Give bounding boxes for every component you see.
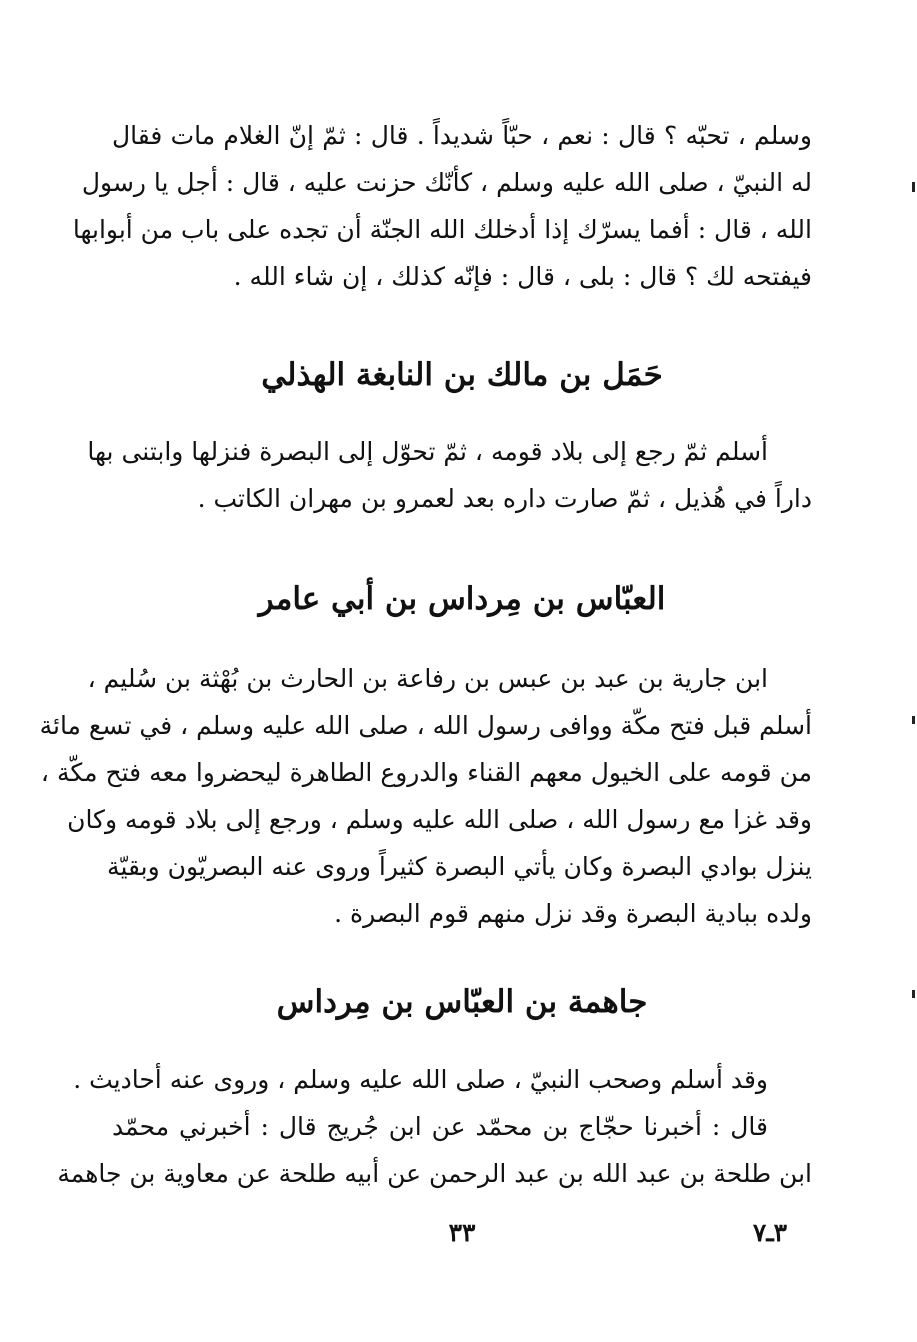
text-line: وسلم ، تحبّه ؟ قال : نعم ، حبّاً شديداً . قال : ثمّ إنّ الغلام مات فقال bbox=[112, 121, 812, 150]
paragraph-abbas bbox=[39, 655, 812, 937]
text-line: داراً في هُذيل ، ثمّ صارت داره بعد لعمرو بن مهران الكاتب . bbox=[197, 484, 812, 513]
text-line: قال : أخبرنا حجّاج بن محمّد عن ابن جُريج قال : أخبرني محمّد bbox=[112, 1112, 768, 1141]
text-line: وقد غزا مع رسول الله ، صلى الله عليه وسلم ، ورجع إلى بلاد قومه وكان bbox=[67, 805, 812, 834]
scan-edge-mark bbox=[912, 990, 915, 998]
text-line: له النبيّ ، صلى الله عليه وسلم ، كأنّك حزنت عليه ، قال : أجل يا رسول bbox=[81, 168, 812, 197]
section-heading-jahima: جاهمة بن العبّاس بن مِرداس bbox=[276, 984, 648, 1020]
text-line: من قومه على الخيول معهم القناء والدروع الطاهرة ليحضروا معه فتح مكّة ، bbox=[40, 758, 812, 787]
text-line: وقد أسلم وصحب النبيّ ، صلى الله عليه وسلم ، وروى عنه أحاديث . bbox=[73, 1065, 768, 1094]
text-line: أسلم قبل فتح مكّة ووافى رسول الله ، صلى الله عليه وسلم ، في تسع مائة bbox=[39, 711, 812, 740]
signature-mark: ٣ـ٧ bbox=[752, 1218, 788, 1247]
scan-edge-mark bbox=[912, 716, 915, 724]
section-heading-abbas: العبّاس بن مِرداس بن أبي عامر bbox=[258, 581, 666, 617]
text-line: الله ، قال : أفما يسرّك إذا أدخلك الله الجنّة أن تجده على باب من أبوابها bbox=[72, 215, 812, 244]
paragraph-hamal bbox=[87, 428, 812, 522]
page-number: ٣٣ bbox=[448, 1218, 476, 1247]
text-line: فيفتحه لك ؟ قال : بلى ، قال : فإنّه كذلك ، إن شاء الله . bbox=[233, 262, 812, 291]
paragraph-jahima bbox=[57, 1056, 812, 1197]
text-line: ابن طلحة بن عبد الله بن عبد الرحمن عن أبيه طلحة عن معاوية بن جاهمة bbox=[57, 1159, 812, 1188]
text-line: ابن جارية بن عبد بن عبس بن رفاعة بن الحارث بن بُهْثة بن سُليم ، bbox=[87, 664, 768, 693]
text-line: ولده ببادية البصرة وقد نزل منهم قوم البصرة . bbox=[334, 899, 812, 928]
paragraph-continuation bbox=[72, 112, 812, 300]
section-heading-hamal: حَمَل بن مالك بن النابغة الهذلي bbox=[261, 357, 663, 393]
scan-edge-mark bbox=[912, 182, 915, 192]
text-line: أسلم ثمّ رجع إلى بلاد قومه ، ثمّ تحوّل إلى البصرة فنزلها وابتنى بها bbox=[87, 437, 768, 466]
text-line: ينزل بوادي البصرة وكان يأتي البصرة كثيراً وروى عنه البصريّون وبقيّة bbox=[107, 852, 812, 881]
